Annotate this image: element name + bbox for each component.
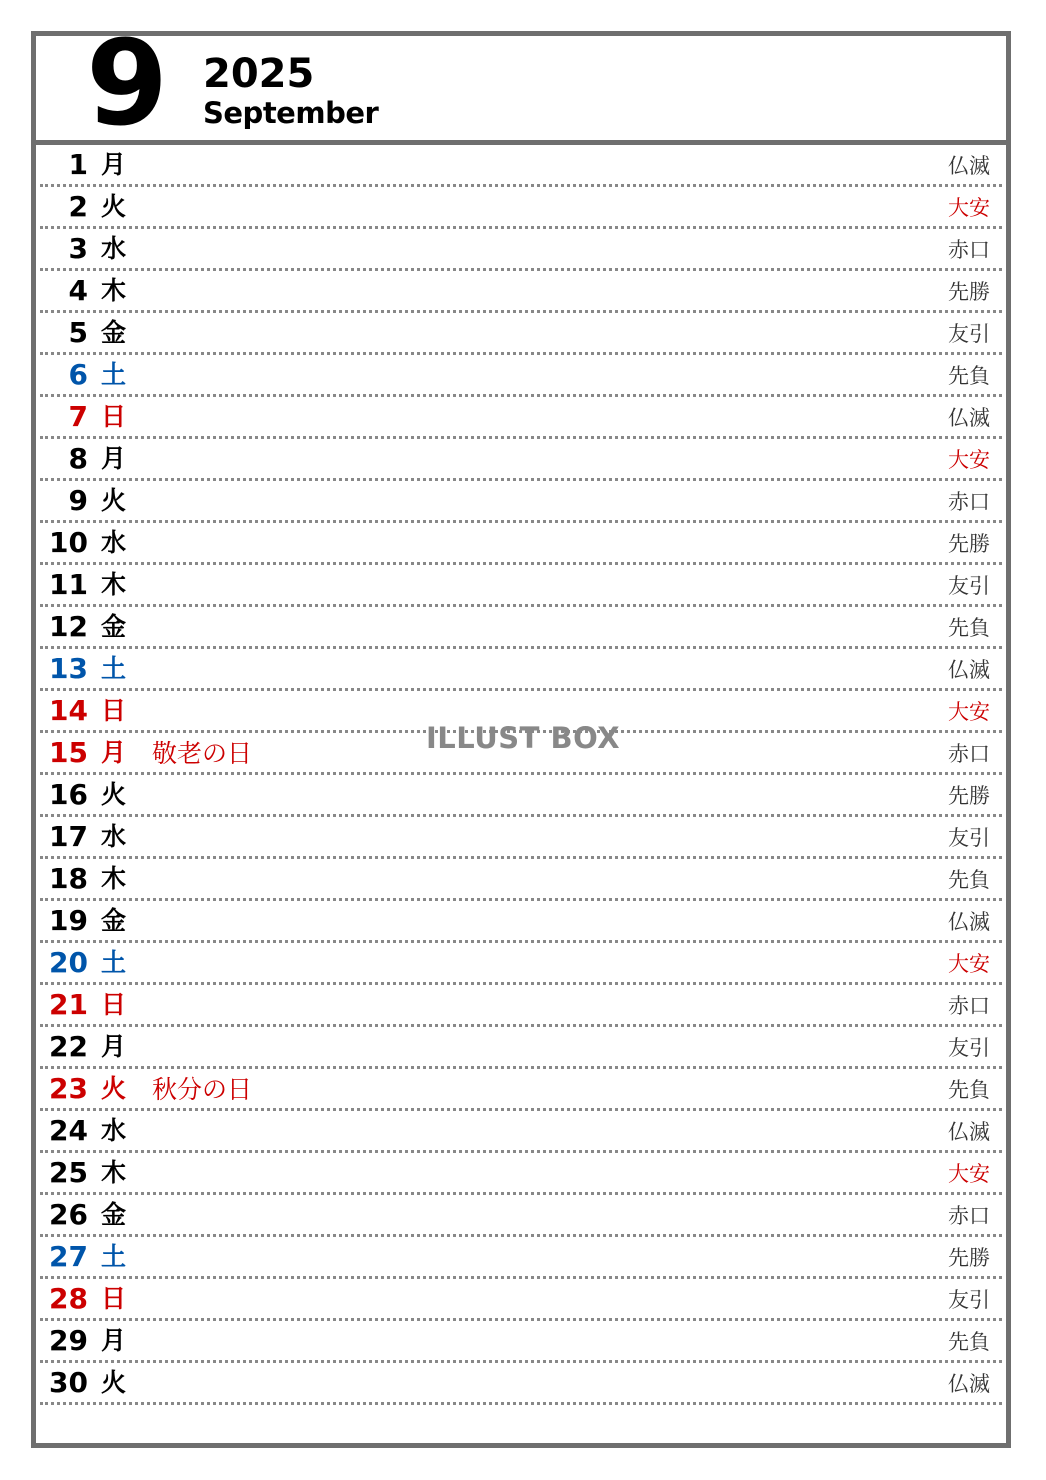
day-list (40, 145, 1002, 1405)
day-row (40, 943, 1002, 985)
day-weekday: 土 (101, 360, 127, 389)
day-number: 25 (49, 1156, 88, 1189)
rokuyo: 友引 (948, 1036, 990, 1060)
rokuyo: 先負 (948, 868, 990, 892)
day-weekday: 木 (101, 276, 127, 305)
rokuyo: 赤口 (948, 1204, 990, 1228)
day-weekday: 水 (101, 1116, 127, 1145)
rokuyo: 赤口 (948, 994, 990, 1018)
rokuyo: 先勝 (948, 1246, 990, 1270)
rokuyo: 友引 (948, 322, 990, 346)
day-row (40, 607, 1002, 649)
day-weekday: 金 (101, 612, 127, 641)
day-weekday: 月 (101, 150, 127, 179)
rokuyo: 先勝 (948, 784, 990, 808)
day-row (40, 523, 1002, 565)
day-weekday: 金 (101, 318, 127, 347)
watermark: ILLUST BOX (426, 721, 621, 755)
day-number: 18 (49, 862, 88, 895)
day-number: 8 (68, 442, 88, 475)
rokuyo: 大安 (948, 952, 990, 976)
day-number: 22 (49, 1030, 88, 1063)
rokuyo: 仏滅 (948, 406, 990, 430)
day-row (40, 145, 1002, 187)
day-number: 17 (49, 820, 88, 853)
day-row (40, 901, 1002, 943)
day-row (40, 649, 1002, 691)
day-weekday: 木 (101, 864, 127, 893)
day-number: 5 (68, 316, 88, 349)
holiday-name: 秋分の日 (152, 1075, 253, 1104)
rokuyo: 赤口 (948, 490, 990, 514)
day-weekday: 火 (101, 1368, 127, 1397)
day-weekday: 火 (101, 1074, 127, 1103)
day-weekday: 木 (101, 1158, 127, 1187)
holiday-name: 敬老の日 (152, 739, 253, 768)
day-weekday: 土 (101, 948, 127, 977)
rokuyo: 先負 (948, 1330, 990, 1354)
rokuyo: 先勝 (948, 280, 990, 304)
day-number: 19 (49, 904, 88, 937)
day-row (40, 355, 1002, 397)
day-number: 21 (49, 988, 88, 1021)
day-number: 2 (68, 190, 88, 223)
rokuyo: 大安 (948, 1162, 990, 1186)
day-number: 30 (49, 1366, 88, 1399)
day-row (40, 1321, 1002, 1363)
day-number: 15 (49, 736, 88, 769)
day-number: 7 (68, 400, 88, 433)
rokuyo: 大安 (948, 196, 990, 220)
day-row (40, 397, 1002, 439)
day-row (40, 481, 1002, 523)
day-number: 26 (49, 1198, 88, 1231)
calendar-header (36, 14, 1006, 152)
day-weekday: 木 (101, 570, 127, 599)
day-weekday: 日 (101, 1284, 127, 1313)
day-row (40, 229, 1002, 271)
rokuyo: 仏滅 (948, 658, 990, 682)
day-weekday: 月 (101, 444, 127, 473)
day-weekday: 火 (101, 486, 127, 515)
day-row (40, 271, 1002, 313)
day-weekday: 火 (101, 192, 127, 221)
month-name: September (203, 96, 379, 130)
rokuyo: 友引 (948, 826, 990, 850)
day-row (40, 565, 1002, 607)
year: 2025 (203, 51, 315, 97)
day-number: 14 (49, 694, 88, 727)
day-row (40, 187, 1002, 229)
day-weekday: 日 (101, 402, 127, 431)
rokuyo: 仏滅 (948, 1120, 990, 1144)
day-number: 1 (68, 148, 88, 181)
day-row (40, 817, 1002, 859)
day-number: 10 (49, 526, 88, 559)
day-weekday: 日 (101, 696, 127, 725)
day-row (40, 859, 1002, 901)
day-number: 11 (49, 568, 88, 601)
rokuyo: 赤口 (948, 742, 990, 766)
day-weekday: 火 (101, 780, 127, 809)
rokuyo: 先勝 (948, 532, 990, 556)
day-number: 24 (49, 1114, 88, 1147)
day-number: 23 (49, 1072, 88, 1105)
day-number: 3 (68, 232, 88, 265)
day-weekday: 金 (101, 906, 127, 935)
rokuyo: 仏滅 (948, 910, 990, 934)
rokuyo: 仏滅 (948, 154, 990, 178)
day-weekday: 水 (101, 234, 127, 263)
day-number: 12 (49, 610, 88, 643)
day-weekday: 土 (101, 654, 127, 683)
day-weekday: 月 (101, 738, 127, 767)
day-number: 16 (49, 778, 88, 811)
day-weekday: 日 (101, 990, 127, 1019)
rokuyo: 大安 (948, 700, 990, 724)
day-number: 6 (68, 358, 88, 391)
day-row (40, 1279, 1002, 1321)
day-number: 4 (68, 274, 88, 307)
rokuyo: 友引 (948, 1288, 990, 1312)
day-row (40, 1195, 1002, 1237)
rokuyo: 友引 (948, 574, 990, 598)
day-row (40, 1237, 1002, 1279)
day-number: 28 (49, 1282, 88, 1315)
day-row (40, 1153, 1002, 1195)
month-number: 9 (86, 14, 167, 152)
day-row (40, 1363, 1002, 1405)
rokuyo: 先負 (948, 1078, 990, 1102)
day-row (40, 775, 1002, 817)
day-number: 27 (49, 1240, 88, 1273)
rokuyo: 先負 (948, 364, 990, 388)
day-row (40, 313, 1002, 355)
day-weekday: 月 (101, 1326, 127, 1355)
rokuyo: 大安 (948, 448, 990, 472)
rokuyo: 赤口 (948, 238, 990, 262)
rokuyo: 先負 (948, 616, 990, 640)
rokuyo: 仏滅 (948, 1372, 990, 1396)
day-number: 20 (49, 946, 88, 979)
day-row (40, 1069, 1002, 1111)
day-row (40, 1027, 1002, 1069)
day-number: 13 (49, 652, 88, 685)
day-row (40, 439, 1002, 481)
day-number: 9 (68, 484, 88, 517)
day-weekday: 金 (101, 1200, 127, 1229)
day-row (40, 1111, 1002, 1153)
day-weekday: 水 (101, 528, 127, 557)
day-weekday: 水 (101, 822, 127, 851)
day-row (40, 985, 1002, 1027)
day-number: 29 (49, 1324, 88, 1357)
day-weekday: 土 (101, 1242, 127, 1271)
day-weekday: 月 (101, 1032, 127, 1061)
